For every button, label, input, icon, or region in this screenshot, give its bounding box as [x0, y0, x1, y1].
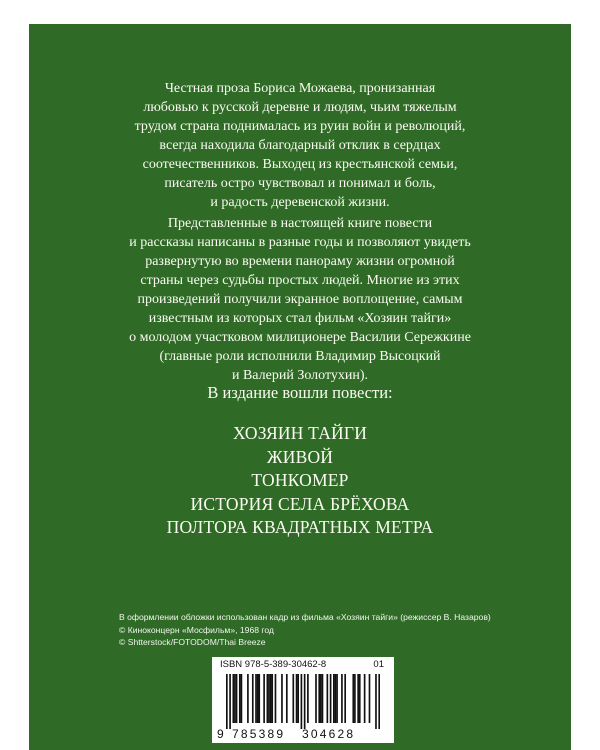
barcode-bar — [255, 674, 257, 723]
barcode-bar — [352, 674, 354, 723]
barcode-bar — [344, 674, 346, 723]
barcode-bar — [296, 674, 298, 723]
barcode-bar — [375, 674, 377, 729]
stories-list — [29, 422, 571, 540]
text-line: и Валерий Золотухин). — [231, 368, 369, 383]
story-title: ИСТОРИЯ СЕЛА БРЁХОВА — [190, 493, 410, 514]
barcode-bar — [307, 674, 309, 723]
credit-line: © Киноконцерн «Мосфильм», 1968 год — [119, 624, 274, 635]
barcode-bar — [304, 674, 306, 729]
barcode-bar — [239, 674, 241, 723]
barcode-bar — [354, 674, 356, 723]
annotation-paragraph-1 — [29, 79, 571, 212]
barcode-bar — [229, 674, 231, 729]
barcode-bar — [327, 674, 329, 723]
barcode-bar — [252, 674, 254, 723]
text-line: трудом страна поднималась из руин войн и революций, — [134, 119, 466, 134]
barcode-right-digits: 304628 — [302, 727, 356, 741]
barcode-bar — [364, 674, 366, 723]
credit-line: В оформлении обложки использован кадр из фильма «Хозяин тайги» (режиссер В. Назаров) — [119, 612, 491, 622]
image-credits — [119, 611, 559, 649]
text-line: и радость деревенской жизни. — [210, 195, 390, 210]
barcode-bar — [378, 674, 380, 729]
barcode-bar — [247, 674, 249, 723]
text-line: Представленные в настоящей книге повести — [167, 216, 433, 231]
barcode-bar — [357, 674, 359, 723]
barcode-bar — [268, 674, 270, 723]
barcode-bar — [226, 674, 228, 729]
isbn-barcode — [212, 657, 394, 743]
text-line: и рассказы написаны в разные годы и позволяют увидеть — [129, 235, 471, 250]
isbn-addon-code: 01 — [373, 659, 384, 670]
text-line: страны через судьбы простых людей. Многие из этих — [140, 273, 460, 288]
isbn-number: ISBN 978-5-389-30462-8 — [220, 659, 327, 670]
story-title: ЖИВОЙ — [266, 446, 334, 467]
barcode-bar — [322, 674, 324, 723]
barcode-bar — [292, 674, 294, 723]
barcode-bar — [234, 674, 236, 723]
barcode-bar — [236, 674, 238, 723]
story-title: ПОЛТОРА КВАДРАТНЫХ МЕТРА — [166, 517, 434, 537]
barcode-bar — [330, 674, 332, 723]
barcode-left-digits: 785389 — [232, 727, 286, 741]
text-line: известным из которых стал фильм «Хозяин тайги» — [148, 311, 452, 326]
barcode-bar — [315, 674, 317, 723]
barcode-bar — [341, 674, 343, 723]
barcode-bar — [232, 674, 234, 723]
barcode-bar — [275, 674, 277, 723]
barcode-bar — [336, 674, 338, 723]
barcode-bar — [270, 674, 272, 723]
story-title: ХОЗЯИН ТАЙГИ — [232, 423, 368, 443]
barcode-bar — [271, 674, 273, 723]
barcode-bar — [335, 674, 337, 723]
barcode-bars — [226, 674, 380, 729]
barcode-bar — [318, 674, 320, 723]
text-line: развернутую во времени панораму жизни огромной — [145, 254, 455, 269]
barcode-bar — [320, 674, 322, 723]
back-cover — [29, 24, 571, 750]
text-line: писатель остро чувствовал и понимал и боль, — [164, 176, 436, 191]
text-line: соотечественников. Выходец из крестьянской семьи, — [142, 157, 458, 172]
barcode-bar — [281, 674, 283, 723]
barcode-bar — [263, 674, 265, 723]
text-line: (главные роли исполнили Владимир Высоцкий — [159, 349, 441, 364]
barcode-bar — [286, 674, 288, 723]
barcode-first-digit: 9 — [217, 727, 224, 741]
annotation-paragraph-2 — [29, 214, 571, 385]
credit-line: © Shtterstock/FOTODOM/Thai Breeze — [119, 637, 266, 647]
barcode-bar — [359, 674, 361, 723]
story-title: ТОНКОМЕР — [251, 470, 349, 490]
included-heading: В издание вошли повести: — [207, 383, 393, 402]
barcode-bar — [297, 674, 299, 723]
text-line: произведений получили экранное воплощение, самым — [137, 292, 463, 307]
barcode-bar — [267, 674, 269, 723]
text-line: всегда находила благодарный отклик в сердцах — [159, 138, 441, 153]
text-line: Честная проза Бориса Можаева, пронизанная — [164, 81, 436, 96]
text-line: о молодом участковом милиционере Василии Сережкине — [129, 330, 471, 345]
barcode-bar — [369, 674, 371, 723]
text-line: любовью к русской деревне и людям, чьим тяжелым — [143, 100, 457, 115]
barcode-bar — [241, 674, 243, 723]
barcode-bar — [333, 674, 335, 723]
barcode-bar — [257, 674, 259, 723]
barcode-bar — [258, 674, 260, 723]
barcode-bar — [301, 674, 303, 729]
